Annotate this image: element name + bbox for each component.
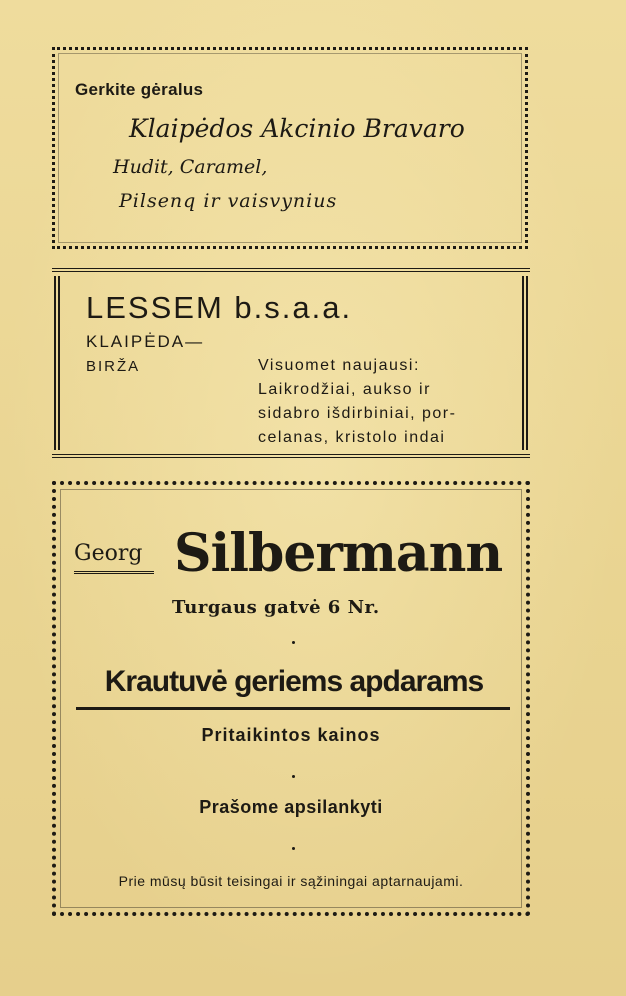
ornament-dot — [292, 847, 295, 850]
silbermann-ad-firstname-rule — [74, 571, 154, 574]
silbermann-ad-slogan-rule — [76, 707, 510, 710]
silbermann-ad-firstname: Georg — [74, 541, 143, 566]
silbermann-ad — [52, 481, 530, 916]
lessem-ad — [52, 268, 530, 458]
silbermann-ad-prices: Pritaikintos kainos — [201, 725, 381, 745]
lessem-ad-title: LESSEM b.s.a.a. — [86, 290, 353, 325]
lessem-ad-desc-line: Laikrodžiai, aukso ir — [258, 381, 431, 398]
lessem-ad-desc-line: celanas, kristolo indai — [258, 429, 446, 446]
brewery-ad-products-2: Pilsenq ir vaisvynius — [119, 190, 338, 212]
silbermann-ad-address: Turgaus gatvė 6 Nr. — [172, 597, 380, 618]
brewery-ad-products-1: Hudit, Caramel, — [113, 156, 268, 178]
lessem-ad-desc-line: sidabro išdirbiniai, por- — [258, 405, 457, 422]
silbermann-ad-footer: Prie mūsų būsit teisingai ir sąžiningai aptarnaujami. — [118, 873, 464, 889]
lessem-ad-frame — [54, 276, 528, 450]
silbermann-ad-surname: Silbermann — [174, 523, 503, 584]
ornament-dot — [292, 775, 295, 778]
brewery-ad-name: Klaipėdos Akcinio Bravaro — [129, 114, 465, 143]
brewery-ad — [52, 47, 528, 249]
lessem-ad-birza: BIRŽA — [86, 358, 141, 375]
silbermann-ad-slogan: Krautuvė geriems apdarams — [104, 665, 484, 698]
silbermann-ad-invitation: Prašome apsilankyti — [199, 797, 383, 817]
brewery-ad-headline: Gerkite gėralus — [75, 80, 204, 99]
lessem-ad-desc-line: Visuomet naujausi: — [258, 357, 420, 374]
ornament-dot — [292, 641, 295, 644]
lessem-ad-city: KLAIPĖDA— — [86, 332, 205, 351]
lessem-ad-description — [258, 354, 518, 450]
